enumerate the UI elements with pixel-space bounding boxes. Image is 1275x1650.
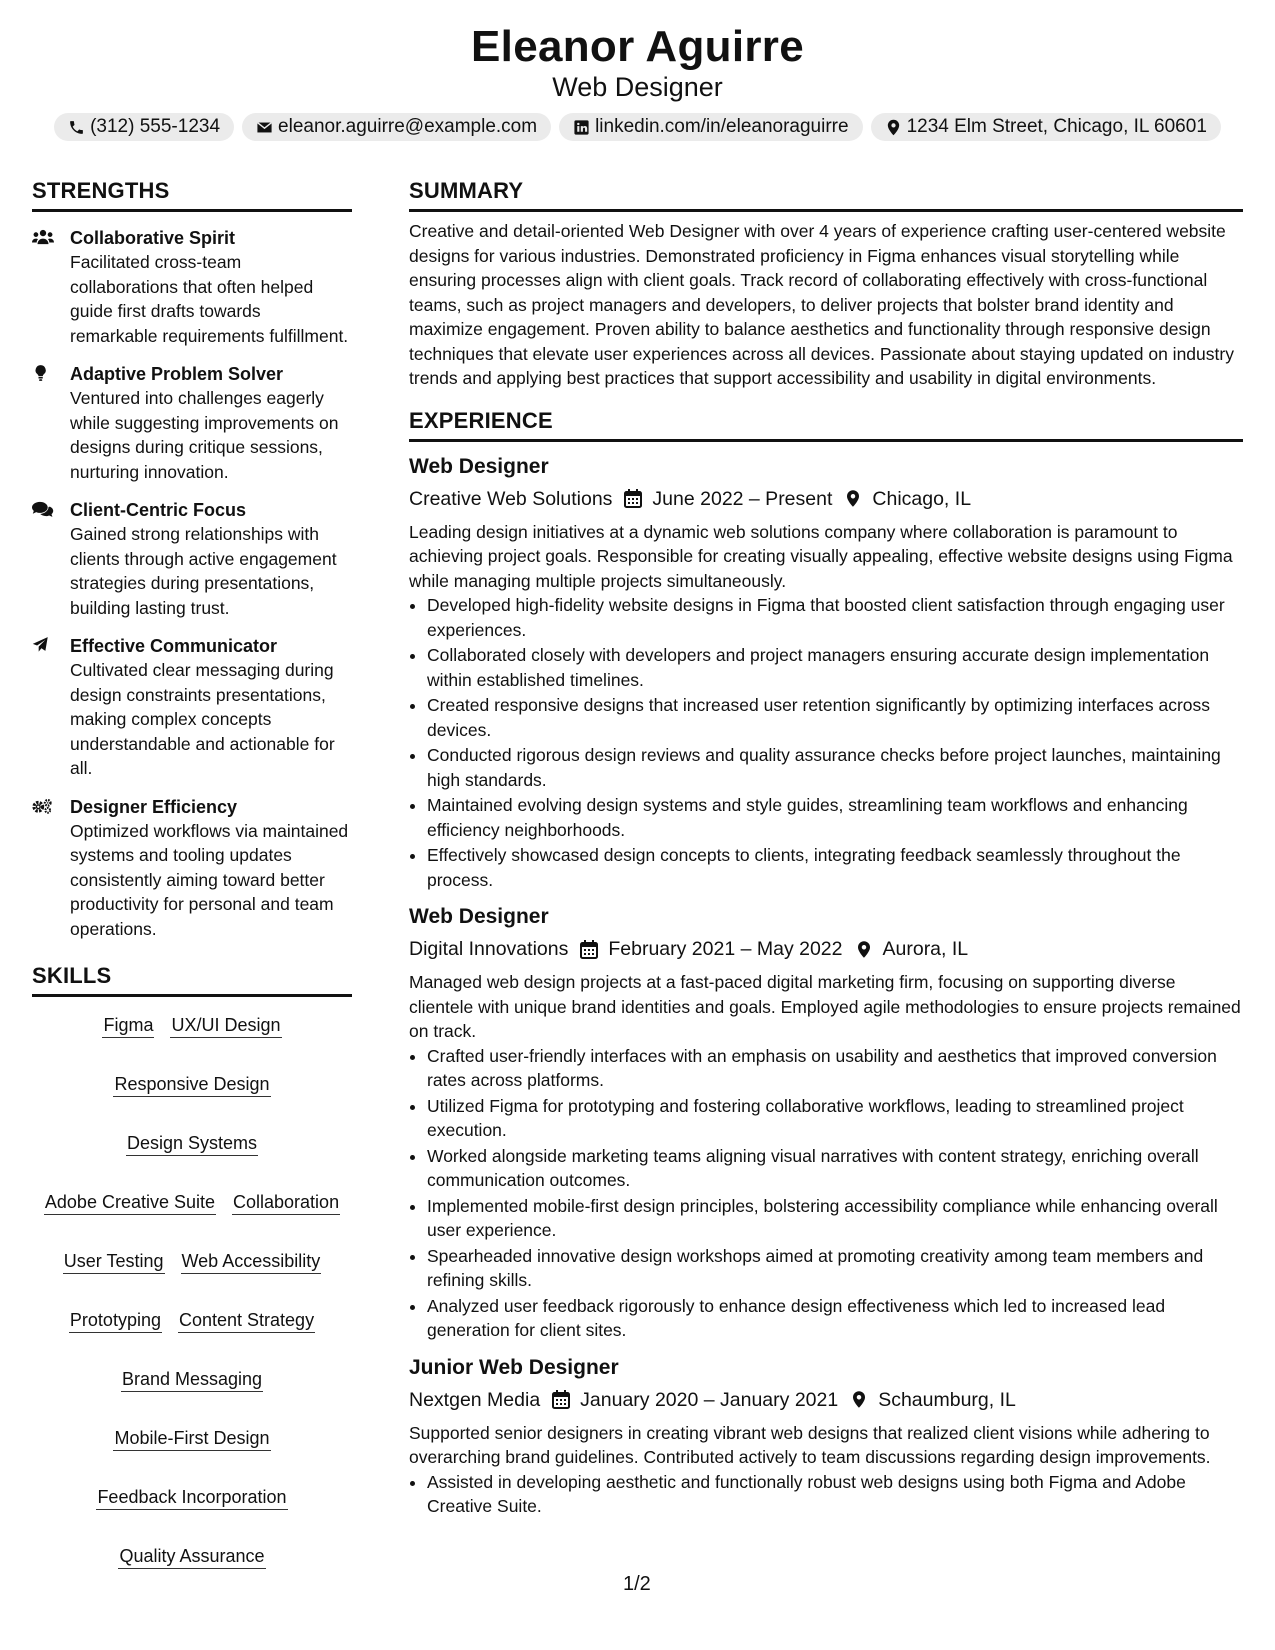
job-bullet: • Implemented mobile-first design principles, bolstering accessibility compliance while enhancing overall user experience. bbox=[427, 1194, 1243, 1243]
job-bullet: • Collaborated closely with developers and project managers ensuring accurate design implementation within established timelines. bbox=[427, 643, 1243, 692]
strength-title: Collaborative Spirit bbox=[70, 228, 236, 248]
skill-tag: Collaboration bbox=[232, 1190, 340, 1215]
job-bullet: • Created responsive designs that increased user retention significantly by optimizing interfaces across devices. bbox=[427, 693, 1243, 742]
contact-linkedin-text: linkedin.com/in/eleanoraguirre bbox=[595, 116, 849, 137]
job-bullet: • Analyzed user feedback rigorously to enhance design effectiveness which led to increased lead generation for client sites. bbox=[427, 1294, 1243, 1343]
skill-tag: Web Accessibility bbox=[181, 1249, 322, 1274]
left-column bbox=[32, 178, 352, 1569]
strength-item bbox=[32, 498, 352, 620]
job-bullet: • Worked alongside marketing teams aligning visual narratives with content strategy, enriching overall communication outcomes. bbox=[427, 1144, 1243, 1193]
job-bullet: • Spearheaded innovative design workshops aimed at promoting creativity among team members and refining skills. bbox=[427, 1244, 1243, 1293]
contact-email-text: eleanor.aguirre@example.com bbox=[278, 116, 538, 137]
job-bullets bbox=[409, 1044, 1243, 1343]
lightbulb-icon bbox=[32, 364, 54, 382]
job-bullets bbox=[409, 593, 1243, 892]
skill-tag: Adobe Creative Suite bbox=[44, 1190, 216, 1215]
job-company: Nextgen Media bbox=[409, 1388, 541, 1411]
skill-tag: UX/UI Design bbox=[170, 1013, 281, 1038]
job-company: Creative Web Solutions bbox=[409, 487, 613, 510]
calendar-icon bbox=[580, 940, 598, 959]
map-pin-icon bbox=[885, 119, 902, 136]
strength-description: Gained strong relationships with clients through active engagement strategies during presentations, building lasting trust. bbox=[70, 524, 337, 618]
job-dates: June 2022 – Present bbox=[652, 487, 833, 510]
calendar-icon bbox=[624, 489, 642, 508]
job-bullet: • Assisted in developing aesthetic and functionally robust web designs using both Figma and Adobe Creative Suite. bbox=[427, 1470, 1243, 1519]
job-bullet: • Developed high-fidelity website designs in Figma that boosted client satisfaction through engaging user experiences. bbox=[427, 593, 1243, 642]
job-location: Schaumburg, IL bbox=[878, 1388, 1016, 1411]
job-bullet: • Conducted rigorous design reviews and quality assurance checks before project launches, maintaining high standards. bbox=[427, 743, 1243, 792]
envelope-icon bbox=[256, 119, 273, 136]
skill-tag: Prototyping bbox=[69, 1308, 162, 1333]
skill-tag: Quality Assurance bbox=[118, 1544, 265, 1569]
strength-item bbox=[32, 226, 352, 348]
strength-title: Effective Communicator bbox=[70, 636, 278, 656]
map-pin-icon bbox=[855, 940, 873, 959]
phone-icon bbox=[68, 119, 85, 136]
users-icon bbox=[32, 228, 54, 246]
contact-phone-text: (312) 555-1234 bbox=[90, 116, 221, 137]
summary-text: Creative and detail-oriented Web Designer with over 4 years of experience crafting user-centered website designs for various industries. Demonstrated proficiency in Figma enhances visual storytelling while ensuring processes align with client goals. Track record of collaborating effectively with cross-functional teams, such as project managers and developers, to deliver projects that bolster brand identity and maximize engagement. Proven ability to balance aesthetics and functionality through responsive design techniques that elevate user experiences across all devices. Passionate about staying updated on industry trends and applying best practices that support accessibility and usability in digital environments. bbox=[409, 221, 1234, 388]
job-title: Web Designer bbox=[409, 905, 549, 928]
strengths-heading: STRENGTHS bbox=[32, 178, 352, 212]
strength-description: Ventured into challenges eagerly while suggesting improvements on designs during critique sessions, nurturing innovation. bbox=[70, 388, 339, 482]
skill-tag: User Testing bbox=[63, 1249, 165, 1274]
job-company: Digital Innovations bbox=[409, 938, 569, 960]
contact-address-text: 1234 Elm Street, Chicago, IL 60601 bbox=[906, 116, 1207, 137]
experience-heading: EXPERIENCE bbox=[409, 408, 1243, 442]
skill-tag: Content Strategy bbox=[178, 1308, 315, 1333]
skill-tag: Figma bbox=[102, 1013, 154, 1038]
strength-title: Adaptive Problem Solver bbox=[70, 364, 284, 384]
map-pin-icon bbox=[850, 1390, 868, 1409]
paper-plane-icon bbox=[32, 636, 54, 654]
skills-list bbox=[32, 1013, 352, 1569]
job-bullet: • Crafted user-friendly interfaces with an emphasis on usability and aesthetics that improved conversion rates across platforms. bbox=[427, 1044, 1243, 1093]
job-entry bbox=[409, 1355, 1243, 1519]
map-pin-icon bbox=[844, 489, 862, 508]
candidate-role: Web Designer bbox=[552, 72, 723, 102]
strength-description: Facilitated cross-team collaborations that often helped guide first drafts towards remarkable requirements fulfillment. bbox=[70, 252, 349, 346]
job-location: Aurora, IL bbox=[882, 938, 969, 960]
job-entry bbox=[409, 454, 1243, 893]
skills-heading: SKILLS bbox=[32, 963, 352, 997]
job-title: Junior Web Designer bbox=[409, 1355, 619, 1379]
contact-linkedin[interactable] bbox=[559, 113, 862, 141]
strength-title: Client-Centric Focus bbox=[70, 500, 247, 520]
calendar-icon bbox=[552, 1390, 570, 1409]
job-description: Leading design initiatives at a dynamic web solutions company where collaboration is paramount to achieving project goals. Responsible for creating visually appealing, effective website designs using Figma while managing multiple projects simultaneously. bbox=[409, 521, 1233, 591]
job-meta bbox=[409, 1387, 1243, 1413]
strength-description: Optimized workflows via maintained systems and tooling updates consistently aiming toward better productivity for personal and team operations. bbox=[70, 820, 349, 939]
strength-item bbox=[32, 634, 352, 781]
job-meta bbox=[409, 936, 1243, 962]
skill-tag: Design Systems bbox=[126, 1131, 258, 1156]
contact-address bbox=[871, 113, 1221, 141]
job-description: Managed web design projects at a fast-paced digital marketing firm, focusing on supporting diverse clientele with unique brand identities and goals. Employed agile methodologies to ensure projects remained on track. bbox=[409, 972, 1241, 1041]
strength-item bbox=[32, 362, 352, 484]
strength-description: Cultivated clear messaging during design constraints presentations, making complex concepts understandable and actionable for all. bbox=[70, 660, 335, 778]
strength-title: Designer Efficiency bbox=[70, 796, 238, 817]
job-title: Web Designer bbox=[409, 454, 549, 478]
comments-icon bbox=[32, 500, 54, 518]
right-column bbox=[409, 178, 1243, 1520]
page-number: 1/2 bbox=[623, 1573, 651, 1595]
contact-phone[interactable] bbox=[54, 113, 234, 141]
job-location: Chicago, IL bbox=[872, 487, 972, 510]
job-dates: January 2020 – January 2021 bbox=[580, 1388, 839, 1411]
candidate-name: Eleanor Aguirre bbox=[471, 22, 804, 71]
job-bullet: • Effectively showcased design concepts to clients, integrating feedback seamlessly throughout the process. bbox=[427, 843, 1243, 892]
linkedin-icon bbox=[573, 119, 590, 136]
strength-item bbox=[32, 795, 352, 942]
contact-email[interactable] bbox=[242, 113, 551, 141]
contact-bar bbox=[0, 113, 1275, 141]
skill-tag: Mobile-First Design bbox=[113, 1426, 270, 1451]
summary-heading: SUMMARY bbox=[409, 178, 1243, 212]
job-meta bbox=[409, 486, 1243, 512]
job-dates: February 2021 – May 2022 bbox=[608, 938, 843, 960]
job-entry bbox=[409, 904, 1243, 1343]
gears-icon bbox=[32, 797, 54, 815]
job-description: Supported senior designers in creating vibrant web designs that realized client visions while adhering to overarching brand guidelines. Contributed actively to team discussions regarding design improvements. bbox=[409, 1422, 1211, 1467]
job-bullets bbox=[409, 1470, 1243, 1519]
skill-tag: Brand Messaging bbox=[121, 1367, 263, 1392]
job-bullet: • Utilized Figma for prototyping and fostering collaborative workflows, leading to streamlined project execution. bbox=[427, 1094, 1243, 1143]
skill-tag: Responsive Design bbox=[113, 1072, 270, 1097]
skill-tag: Feedback Incorporation bbox=[96, 1485, 287, 1510]
job-bullet: • Maintained evolving design systems and style guides, streamlining team workflows and enhancing efficiency neighborhoods. bbox=[427, 793, 1243, 842]
